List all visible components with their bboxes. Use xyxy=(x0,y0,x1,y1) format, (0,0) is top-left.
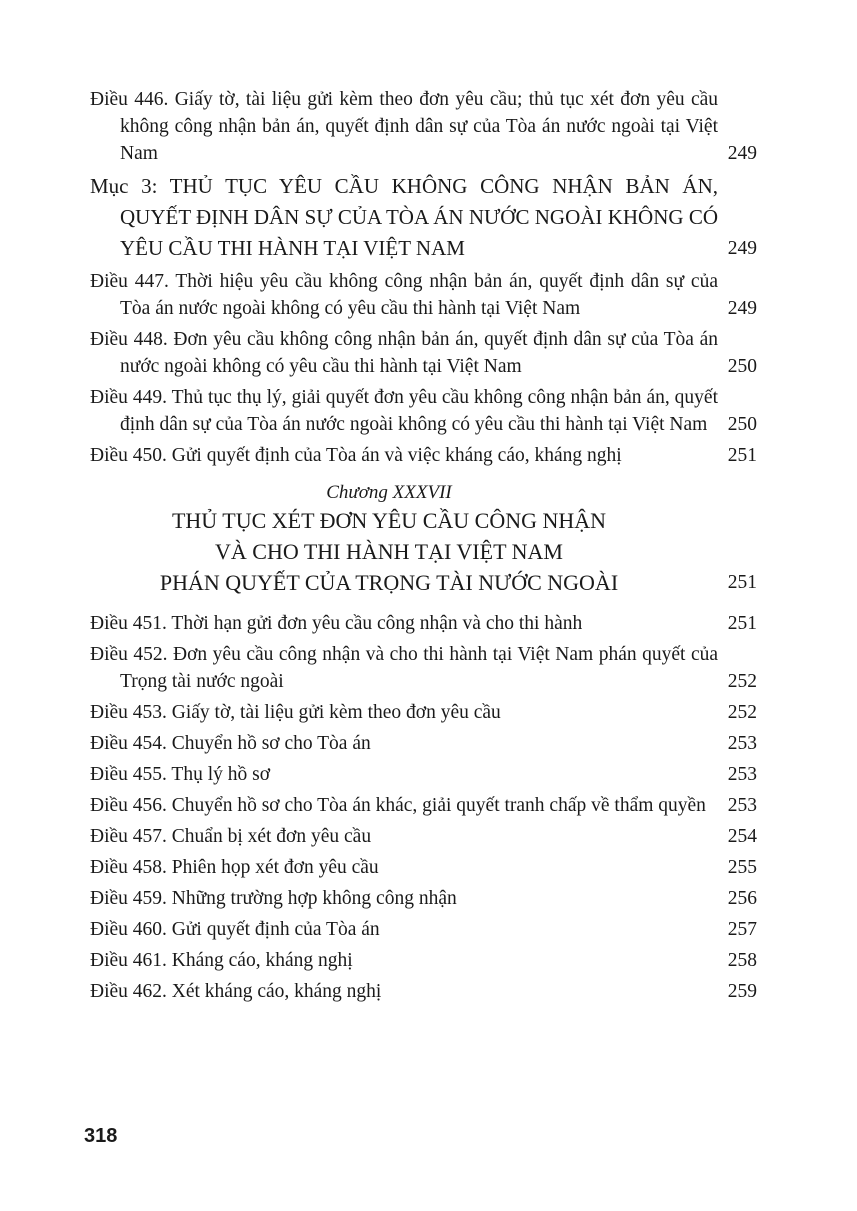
toc-entry-title: Điều 461. Kháng cáo, kháng nghị xyxy=(90,950,353,971)
toc-entry-page: 253 xyxy=(727,733,757,754)
toc-entry-title: Điều 452. Đơn yêu cầu công nhận và cho thi hành tại Việt Nam phán quyết của Trọng tài nước ngoài xyxy=(90,644,718,692)
toc-entry-title: Điều 449. Thủ tục thụ lý, giải quyết đơn yêu cầu không công nhận bản án, quyết định dân sự của Tòa án nước ngoài không có yêu cầu thi hành tại Việt Nam xyxy=(90,387,718,435)
toc-entry-title: Điều 447. Thời hiệu yêu cầu không công nhận bản án, quyết định dân sự của Tòa án nước ngoài không có yêu cầu thi hành tại Việt Nam xyxy=(90,271,718,319)
toc-entry-page: 249 xyxy=(727,143,757,164)
toc-entry-page: 251 xyxy=(727,613,757,634)
chapter-heading xyxy=(90,505,757,598)
toc-entry-title: Điều 448. Đơn yêu cầu không công nhận bản án, quyết định dân sự của Tòa án nước ngoài không có yêu cầu thi hành tại Việt Nam xyxy=(90,329,718,377)
toc-entry-page: 256 xyxy=(727,888,757,909)
toc-entry xyxy=(90,86,757,167)
toc-entry-title: Điều 456. Chuyển hồ sơ cho Tòa án khác, giải quyết tranh chấp về thẩm quyền xyxy=(90,795,706,816)
toc-entry xyxy=(90,978,757,1005)
toc-entry-title: Điều 455. Thụ lý hồ sơ xyxy=(90,764,271,785)
chapter-title-line: PHÁN QUYẾT CỦA TRỌNG TÀI NƯỚC NGOÀI xyxy=(159,570,619,595)
toc-entry xyxy=(90,916,757,943)
toc-entry-title: Điều 458. Phiên họp xét đơn yêu cầu xyxy=(90,857,379,878)
toc-entry xyxy=(90,384,757,438)
toc-entry xyxy=(90,854,757,881)
toc-entry xyxy=(90,761,757,788)
toc-entry xyxy=(90,885,757,912)
toc-entry xyxy=(90,947,757,974)
toc-entry xyxy=(90,823,757,850)
chapter-title-line: VÀ CHO THI HÀNH TẠI VIỆT NAM xyxy=(215,539,563,564)
toc-entry-page: 257 xyxy=(727,919,757,940)
toc-entry xyxy=(90,641,757,695)
toc-entry-title: Điều 462. Xét kháng cáo, kháng nghị xyxy=(90,981,382,1002)
toc-entry-page: 250 xyxy=(727,414,757,435)
toc-section-heading xyxy=(90,171,757,264)
toc-entry-page: 249 xyxy=(727,298,757,319)
toc-entry-page: 255 xyxy=(727,857,757,878)
toc-entry xyxy=(90,730,757,757)
chapter-label: Chương XXXVII xyxy=(326,482,452,503)
toc-entry-page: 253 xyxy=(727,795,757,816)
toc-entry-page: 250 xyxy=(727,356,757,377)
toc-entry-page: 252 xyxy=(727,671,757,692)
toc-entry-page: 254 xyxy=(727,826,757,847)
toc-entry-title: Điều 446. Giấy tờ, tài liệu gửi kèm theo đơn yêu cầu; thủ tục xét đơn yêu cầu không công nhận bản án, quyết định dân sự của Tòa án nước ngoài tại Việt Nam xyxy=(90,89,718,164)
toc-entry xyxy=(90,792,757,819)
toc-entry-title: Điều 450. Gửi quyết định của Tòa án và việc kháng cáo, kháng nghị xyxy=(90,445,622,466)
toc-entry-title: Điều 453. Giấy tờ, tài liệu gửi kèm theo đơn yêu cầu xyxy=(90,702,501,723)
toc-entry xyxy=(90,699,757,726)
toc-section-title: Mục 3: THỦ TỤC YÊU CẦU KHÔNG CÔNG NHẬN BẢN ÁN, QUYẾT ĐỊNH DÂN SỰ CỦA TÒA ÁN NƯỚC NGOÀI KHÔNG CÓ YÊU CẦU THI HÀNH TẠI VIỆT NAM xyxy=(90,174,718,260)
chapter-title xyxy=(90,505,688,598)
toc-entry-page: 259 xyxy=(727,981,757,1002)
chapter-page: 251 xyxy=(727,572,757,593)
toc-entry-page: 258 xyxy=(727,950,757,971)
toc-entry xyxy=(90,268,757,322)
toc-entry-page: 249 xyxy=(727,238,757,259)
chapter-title-line: THỦ TỤC XÉT ĐƠN YÊU CẦU CÔNG NHẬN xyxy=(171,508,607,533)
toc-entry-title: Điều 460. Gửi quyết định của Tòa án xyxy=(90,919,380,940)
toc-entry-title: Điều 459. Những trường hợp không công nhận xyxy=(90,888,457,909)
toc-entry-title: Điều 451. Thời hạn gửi đơn yêu cầu công nhận và cho thi hành xyxy=(90,613,583,634)
toc-entry xyxy=(90,610,757,637)
toc-entry xyxy=(90,326,757,380)
toc-entry-title: Điều 457. Chuẩn bị xét đơn yêu cầu xyxy=(90,826,372,847)
toc-entry-page: 251 xyxy=(727,445,757,466)
toc-entry-page: 252 xyxy=(727,702,757,723)
page-number: 318 xyxy=(84,1125,118,1147)
table-of-contents xyxy=(90,86,757,1009)
toc-entry-page: 253 xyxy=(727,764,757,785)
toc-entry-title: Điều 454. Chuyển hồ sơ cho Tòa án xyxy=(90,733,371,754)
toc-entry xyxy=(90,442,757,469)
